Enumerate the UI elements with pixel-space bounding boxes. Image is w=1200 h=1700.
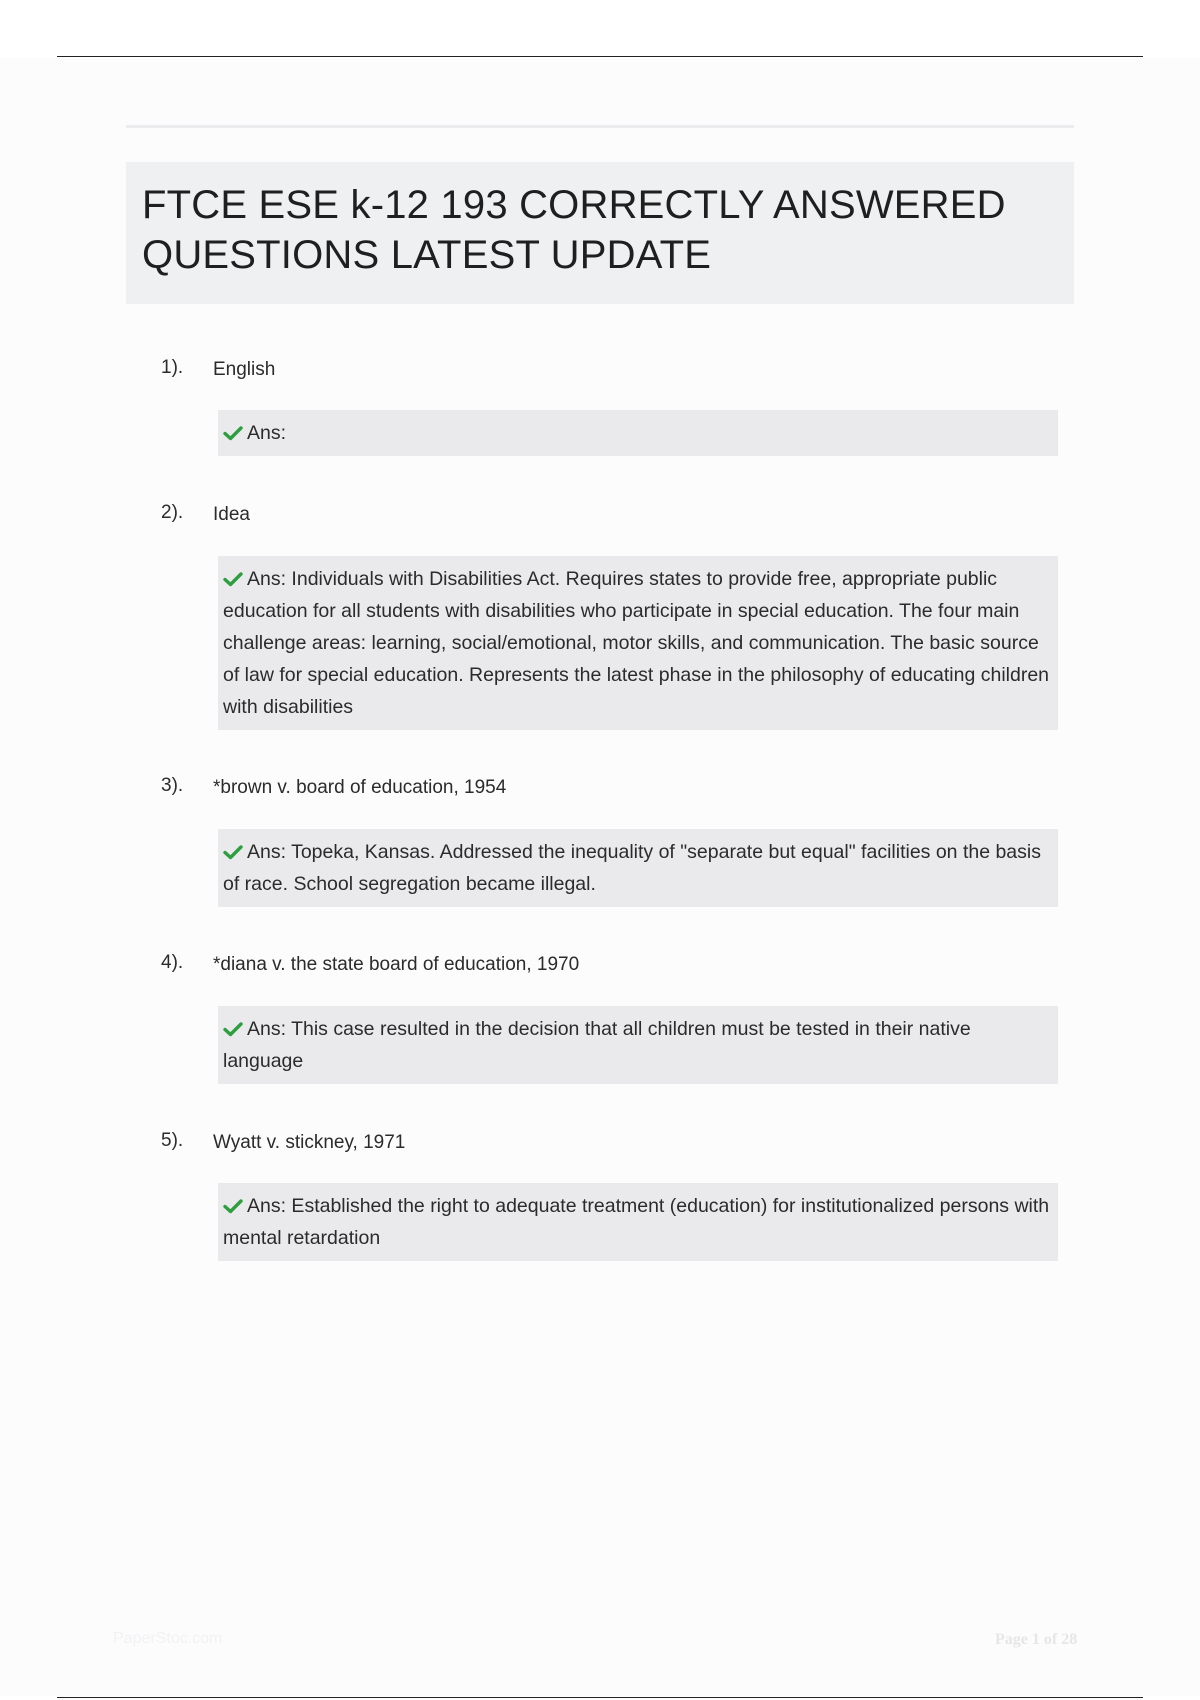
question-text: *diana v. the state board of education, 1970: [213, 954, 580, 975]
question-text: Idea: [213, 504, 250, 525]
check-icon: [223, 571, 243, 587]
answer-box: [218, 556, 1058, 730]
check-icon: [223, 844, 243, 860]
answer-text: Ans: Individuals with Disabilities Act. Requires states to provide free, appropriate public education for all students with disabilities who participate in special education. The four main challenge areas: learning, social/emotional, motor skills, and communication. The basic source of law for special education. Represents the latest phase in the philosophy of educating children with disabilities: [223, 568, 1050, 718]
answer-box: [218, 829, 1058, 907]
question-number: 1).: [161, 357, 184, 378]
page-top-rule: [57, 56, 1143, 57]
check-icon: [223, 425, 243, 441]
answer-text: Ans: Established the right to adequate treatment (education) for institutionalized persons with mental retardation: [223, 1195, 1050, 1249]
document-title: FTCE ESE k-12 193 CORRECTLY ANSWERED QUESTIONS LATEST UPDATE: [142, 183, 1006, 277]
question-number: 5).: [161, 1130, 184, 1151]
answer-text: Ans:: [247, 422, 287, 444]
question-number: 2).: [161, 502, 184, 523]
answer-box: [218, 410, 1058, 456]
footer-watermark: PaperStoc.com: [113, 1630, 223, 1647]
answer-text: Ans: Topeka, Kansas. Addressed the inequality of "separate but equal" facilities on the basis of race. School segregation became illegal.: [223, 841, 1041, 895]
title-banner: [126, 162, 1074, 304]
check-icon: [223, 1198, 243, 1214]
answer-box: [218, 1183, 1058, 1261]
question-text: Wyatt v. stickney, 1971: [213, 1132, 406, 1153]
page-bottom-rule: [57, 1697, 1143, 1698]
question-number: 4).: [161, 952, 184, 973]
header-divider: [126, 125, 1074, 128]
answer-text: Ans: This case resulted in the decision that all children must be tested in their native language: [223, 1018, 971, 1072]
question-text: *brown v. board of education, 1954: [213, 777, 507, 798]
question-text: English: [213, 359, 276, 380]
question-number: 3).: [161, 775, 184, 796]
page-number: Page 1 of 28: [995, 1631, 1078, 1648]
check-icon: [223, 1021, 243, 1037]
answer-box: [218, 1006, 1058, 1084]
